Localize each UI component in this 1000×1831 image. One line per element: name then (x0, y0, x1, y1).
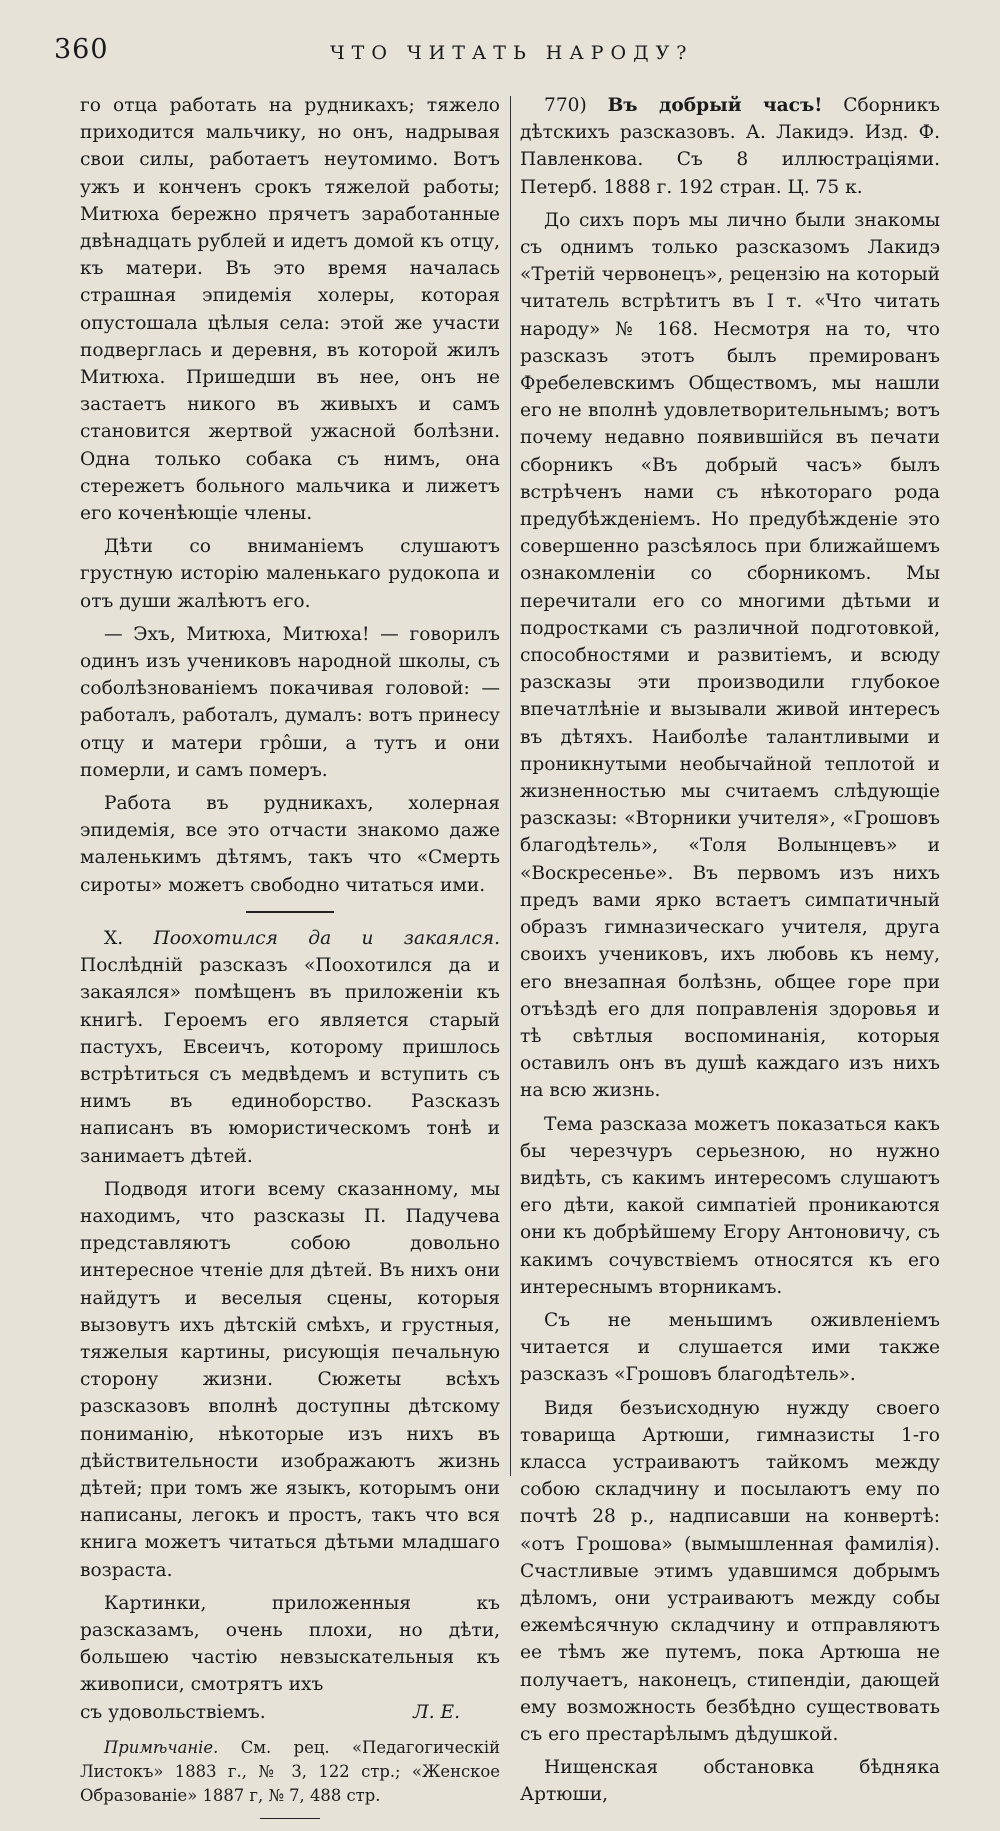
catalog-entry (520, 92, 940, 201)
paragraph-last-line: съ удовольствіемъ. (80, 1701, 266, 1723)
paragraph: Дѣти со вниманіемъ слушаютъ грустную исторію маленькаго рудокопа и отъ души жалѣютъ его. (80, 536, 500, 612)
paragraph: Подводя итоги всему сказанному, мы находимъ, что разсказы П. Падучева представляютъ собою довольно интересное чтеніе для дѣтей. Въ нихъ они найдутъ и веселыя сцены, которыя вызовутъ ихъ дѣтскій смѣхъ, и грустныя, тяжелыя картины, рисующія печальную сторону жизни. Сюжеты всѣхъ разсказовъ вполнѣ доступны дѣтскому пониманію, нѣкоторые изъ нихъ въ дѣйствительности изображаютъ жизнь дѣтей; при томъ же языкъ, которымъ они написаны, легокъ и простъ, такъ что вся книга можетъ читаться дѣтьми младшаго возраста. (80, 1178, 500, 1581)
section-separator (246, 911, 334, 913)
footnote-text: См. рец. «Педагогическій Листокъ» 1883 г., № 3, 122 стр.; «Женское Образованіе» 1887 г, № 7, 488 стр. (80, 1737, 500, 1805)
section-label: X. (104, 927, 124, 949)
section-title: Поохотился да и закаялся. (153, 927, 500, 949)
paragraph: го отца работать на рудникахъ; тяжело приходится мальчику, но онъ, надрывая свои силы, работаетъ неутомимо. Вотъ ужъ и конченъ срокъ тяжелой работы; Митюха бережно прячетъ заработанные двѣнадцать рублей и идетъ домой къ отцу, къ матери. Въ это время началась страшная эпидемія холеры, которая опустошала цѣлыя села: этой же участи подверглась и деревня, въ которой жилъ Митюха. Пришедши въ нее, онъ не застаетъ никого въ живыхъ и самъ становится жертвой ужасной болѣзни. Одна только собака съ нимъ, она стережетъ больного мальчика и лижетъ его коченѣющіе члены. (80, 95, 501, 525)
paragraph: Картинки, приложенныя къ разсказамъ, очень плохи, но дѣти, большею частію невзыскательныя къ живописи, смотрятъ ихъ (80, 1592, 500, 1696)
section-paragraph (80, 925, 500, 1170)
entry-details: Сборникъ дѣтскихъ разсказовъ. А. Лакидэ. Изд. Ф. Павленкова. Съ 8 иллюстраціями. Петерб. 1888 г. 192 стран. Ц. 75 к. (520, 95, 940, 198)
entry-title: Въ добрый часъ! (607, 95, 823, 116)
paragraph: Нищенская обстановка бѣдняка Артюши, (520, 1757, 940, 1806)
paragraph: Съ не меньшимъ оживленіемъ читается и слушается ими также разсказъ «Грошовъ благодѣтель». (520, 1309, 940, 1386)
page-header (0, 34, 1000, 74)
running-title: ЧТО ЧИТАТЬ НАРОДУ? (330, 42, 694, 64)
paragraph: Тема разсказа можетъ показаться какъ бы черезчуръ серьезною, но нужно видѣть, съ какимъ интересомъ слушаютъ его дѣти, какой симпатіей проникаются они къ добрѣйшему Егору Антоновичу, съ какимъ сочувствіемъ относятся къ его интереснымъ вторникамъ. (520, 1113, 940, 1298)
right-column (520, 92, 940, 1809)
paragraph: Работа въ рудникахъ, холерная эпидемія, все это отчасти знакомо даже маленькимъ дѣтямъ, такъ что «Смерть сироты» можетъ свободно читаться ими. (80, 793, 500, 896)
paragraph: Видя безъисходную нужду своего товарища Артюши, гимназисты 1-го класса устраиваютъ тайкомъ между собою складчину и посылаютъ ему по почтѣ 28 р., надписавши на конвертѣ: «отъ Грошова» (вымышленная фамилія). Счастливые этимъ удавшимся добрымъ дѣломъ, они устраиваютъ между собы ежемѣсячную складчину и отправляютъ ее тѣмъ же путемъ, пока Артюша не получаетъ, наконецъ, стипендіи, дающей ему возможность безбѣдно существовать съ его престарѣлымъ дѣдушкой. (520, 1397, 940, 1745)
section-text: Послѣдній разсказъ «Поохотился да и закаялся» помѣщенъ въ приложеніи къ книгѣ. Героемъ его является старый пастухъ, Евсеичъ, которому пришлось встрѣтиться съ медвѣдемъ и вступить съ нимъ въ единоборство. Разсказъ написанъ въ юмористическомъ тонѣ и занимаетъ дѣтей. (80, 955, 500, 1167)
paragraph: — Эхъ, Митюха, Митюха! — говорилъ одинъ изъ учениковъ народной школы, съ соболѣзнованіемъ покачивая головой: — работалъ, работалъ, думалъ: вотъ принесу отцу и матери грôши, а тутъ и они померли, и самъ померъ. (80, 623, 500, 781)
footnote (80, 1736, 500, 1808)
left-column (80, 92, 500, 1831)
page-number: 360 (54, 34, 109, 65)
entry-number: 770) (544, 95, 587, 116)
end-separator (260, 1818, 320, 1819)
signature-line (80, 1699, 500, 1726)
footnote-label: Примѣчаніе. (104, 1737, 219, 1757)
paragraph: До сихъ поръ мы лично были знакомы съ однимъ только разсказомъ Лакидэ «Третій червонецъ», рецензію на который читатель встрѣтитъ въ I т. «Что читать народу» № 168. Несмотря на то, что разсказъ этотъ былъ премированъ Фребелевскимъ Обществомъ, мы нашли его не вполнѣ удовлетворительнымъ; вотъ почему недавно появившійся въ печати сборникъ «Въ добрый часъ» былъ встрѣченъ нами съ нѣкотораго рода предубѣжденіемъ. Но предубѣжденіе это совершенно разсѣялось при ближайшемъ ознакомленіи со сборникомъ. Мы перечитали его со многими дѣтьми и подростками съ различной подготовкой, способностями и развитіемъ, и всюду разсказы эти производили глубокое впечатлѣніе и вызывали живой интересъ въ дѣтяхъ. Наиболѣе талантливыми и проникнутыми необычайной теплотой и жизненностью мы считаемъ слѣдующіе разсказы: «Вторники учителя», «Грошовъ благодѣтель», «Толя Волынцевъ» и «Воскресенье». Въ первомъ изъ нихъ предъ вами ярко встаетъ симпатичный образъ гимназическаго учителя, друга своихъ учениковъ, ихъ любовь къ нему, его внезапная болѣзнь, общее горе при отъѣздѣ его для поправленія здоровья и тѣ свѣтлыя воспоминанія, которыя оставилъ онъ въ душѣ каждаго изъ нихъ на всю жизнь. (520, 209, 940, 1102)
column-divider (510, 96, 511, 1476)
signature: Л. Е. (413, 1701, 460, 1723)
